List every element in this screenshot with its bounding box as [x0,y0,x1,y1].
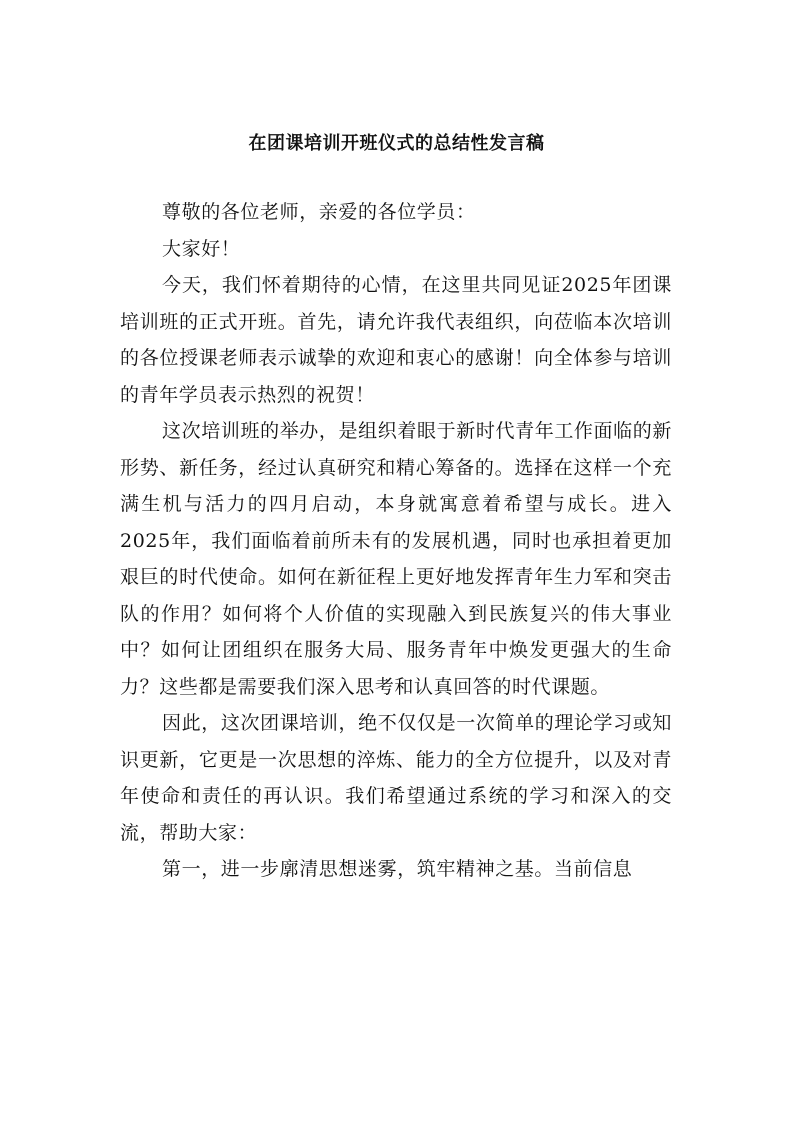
body-paragraph: 因此，这次团课培训，绝不仅仅是一次简单的理论学习或知识更新，它更是一次思想的淬炼、能力的全方位提升，以及对青年使命和责任的再认识。我们希望通过系统的学习和深入的交流，帮助大家： [120,712,672,844]
salutation-paragraph: 尊敬的各位老师，亲爱的各位学员： [162,201,476,223]
document-body [120,194,672,888]
body-paragraph: 这次培训班的举办，是组织着眼于新时代青年工作面临的新形势、新任务，经过认真研究和精心筹备的。选择在这样一个充满生机与活力的四月启动，本身就寓意着希望与成长。进入2025年，我们面临着前所未有的发展机遇，同时也承担着更加艰巨的时代使命。如何在新征程上更好地发挥青年生力军和突击队的作用？如何将个人价值的实现融入到民族复兴的伟大事业中？如何让团组织在服务大局、服务青年中焕发更强大的生命力？这些都是需要我们深入思考和认真回答的时代课题。 [120,420,672,698]
body-paragraph: 第一，进一步廓清思想迷雾，筑牢精神之基。当前信息 [162,858,633,880]
greeting-paragraph: 大家好！ [162,237,241,260]
document-title: 在团课培训开班仪式的总结性发言稿 [248,133,545,154]
body-paragraph: 今天，我们怀着期待的心情，在这里共同见证2025年团课培训班的正式开班。首先，请允许我代表组织，向莅临本次培训的各位授课老师表示诚挚的欢迎和衷心的感谢！向全体参与培训的青年学员表示热烈的祝贺！ [120,274,672,406]
